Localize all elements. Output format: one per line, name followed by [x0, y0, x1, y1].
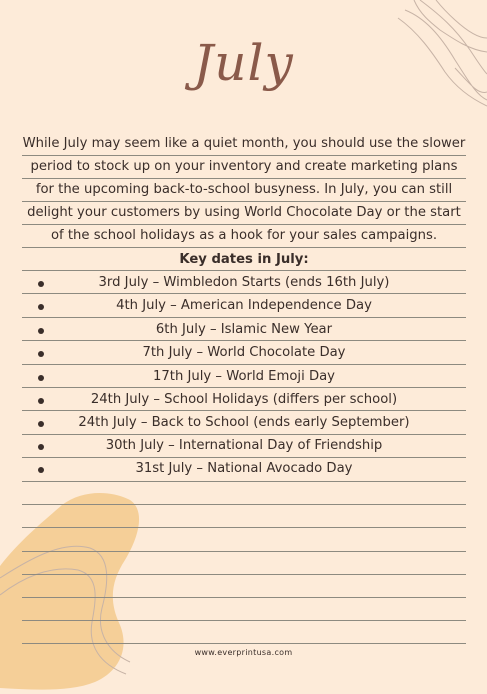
- ruled-line: [22, 364, 466, 365]
- key-date-item: 3rd July – Wimbledon Starts (ends 16th July): [98, 275, 390, 290]
- ruled-line: [22, 317, 466, 318]
- key-date-item: 24th July – Back to School (ends early September): [78, 415, 410, 430]
- intro-line: period to stock up on your inventory and create marketing plans: [30, 159, 458, 174]
- ruled-line: [22, 340, 466, 341]
- ruled-line: [22, 481, 466, 482]
- intro-line: for the upcoming back-to-school busyness. In July, you can still: [35, 182, 453, 197]
- ruled-line: [22, 504, 466, 505]
- key-date-item: 4th July – American Independence Day: [116, 298, 372, 313]
- decorative-blob: [0, 493, 139, 690]
- key-date-item: 30th July – International Day of Friendship: [105, 438, 383, 453]
- ruled-line: [22, 178, 466, 179]
- key-date-item: 6th July – Islamic New Year: [155, 322, 333, 337]
- key-date-item: 24th July – School Holidays (differs per school): [90, 392, 398, 407]
- ruled-line: [22, 224, 466, 225]
- footer-url: www.everprintusa.com: [194, 648, 293, 657]
- ruled-line: [22, 387, 466, 388]
- ruled-line: [22, 270, 466, 271]
- ruled-line: [22, 643, 466, 644]
- ruled-line: [22, 597, 466, 598]
- intro-line: delight your customers by using World Chocolate Day or the start: [27, 205, 461, 220]
- ruled-line: [22, 527, 466, 528]
- ruled-line: [22, 620, 466, 621]
- ruled-line: [22, 410, 466, 411]
- ruled-line: [22, 293, 466, 294]
- intro-line: While July may seem like a quiet month, you should use the slower: [22, 136, 466, 151]
- ruled-line: [22, 457, 466, 458]
- ruled-line: [22, 201, 466, 202]
- ruled-line: [22, 434, 466, 435]
- page-title: July: [193, 34, 294, 92]
- ruled-line: [22, 551, 466, 552]
- intro-line: of the school holidays as a hook for your sales campaigns.: [50, 228, 438, 243]
- ruled-line: [22, 155, 466, 156]
- key-dates-heading: Key dates in July:: [179, 252, 309, 267]
- key-date-item: 31st July – National Avocado Day: [135, 461, 353, 476]
- ruled-line: [22, 574, 466, 575]
- key-date-item: 17th July – World Emoji Day: [153, 369, 335, 384]
- key-date-item: 7th July – World Chocolate Day: [142, 345, 346, 360]
- ruled-line: [22, 247, 466, 248]
